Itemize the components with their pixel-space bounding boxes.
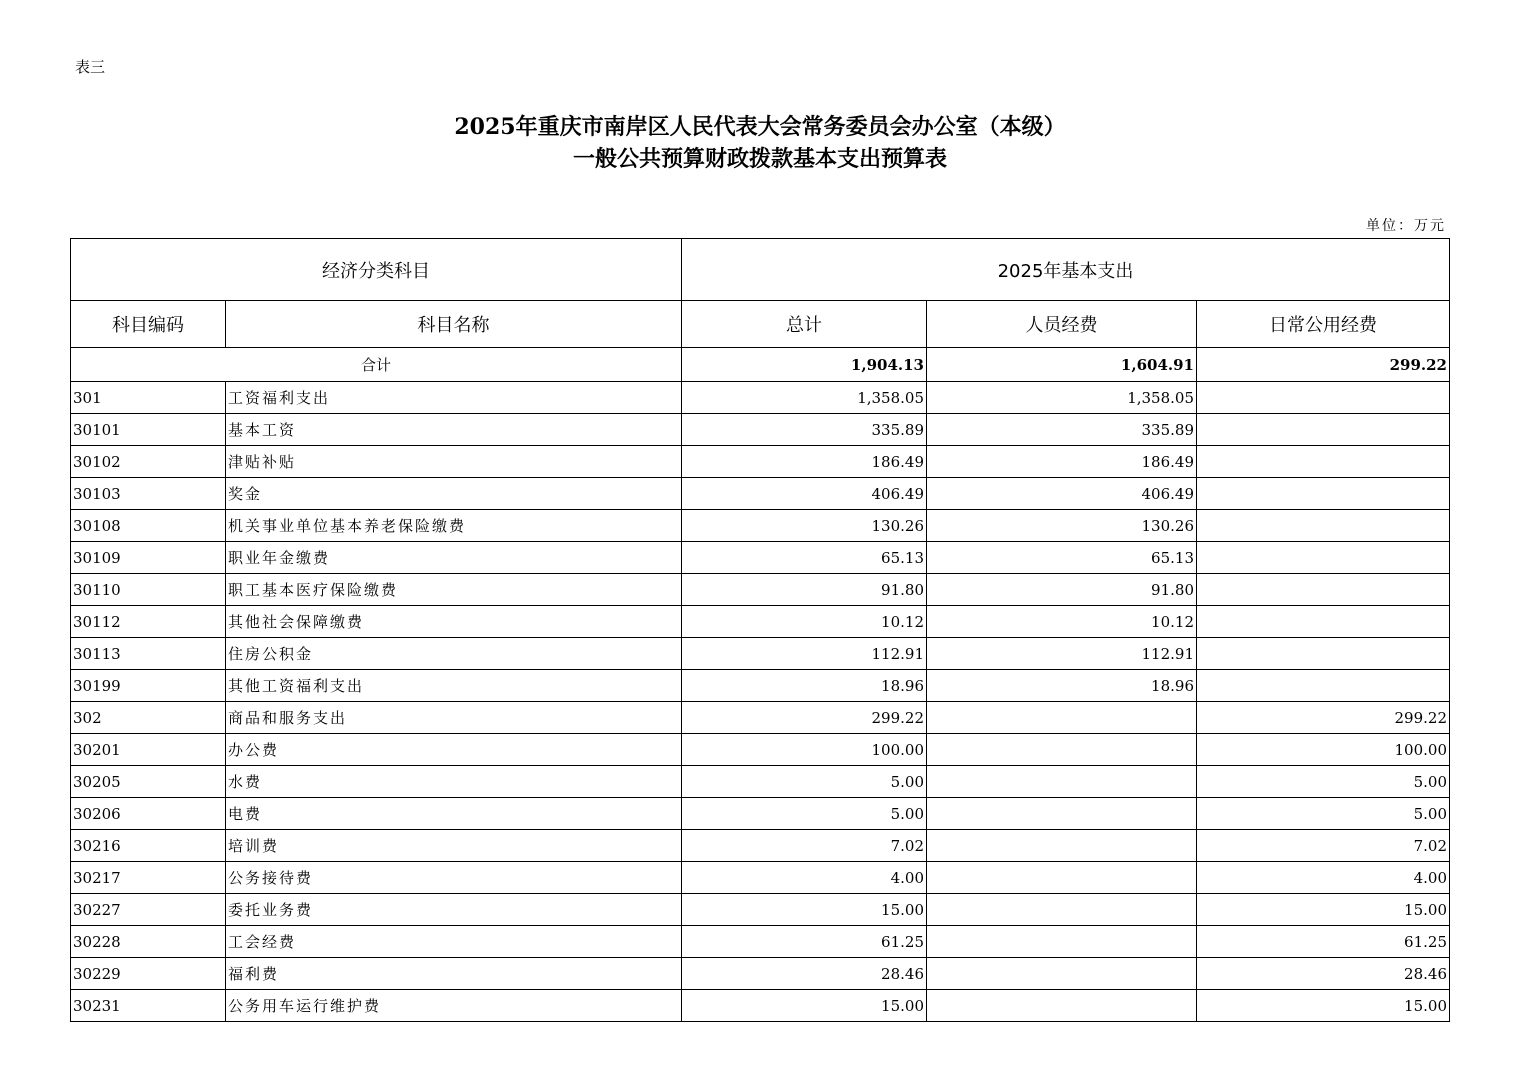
table-row [71,510,1450,542]
cell-public [1197,542,1450,574]
cell-name: 商品和服务支出 [226,702,682,734]
cell-public [1197,638,1450,670]
cell-personnel [927,766,1197,798]
table-row [71,382,1450,414]
cell-personnel [927,926,1197,958]
cell-public [1197,382,1450,414]
table-row [71,766,1450,798]
cell-code: 301 [71,382,226,414]
cell-personnel [927,702,1197,734]
cell-personnel [927,862,1197,894]
cell-name: 工会经费 [226,926,682,958]
cell-total: 18.96 [682,670,927,702]
cell-name: 奖金 [226,478,682,510]
cell-personnel [927,734,1197,766]
cell-name: 其他工资福利支出 [226,670,682,702]
cell-personnel [927,798,1197,830]
header-code: 科目编码 [71,301,226,348]
table-row [71,862,1450,894]
cell-code: 30102 [71,446,226,478]
cell-public: 5.00 [1197,798,1450,830]
cell-name: 工资福利支出 [226,382,682,414]
cell-name: 职业年金缴费 [226,542,682,574]
cell-code: 30108 [71,510,226,542]
cell-total: 15.00 [682,990,927,1022]
cell-total: 335.89 [682,414,927,446]
cell-total: 112.91 [682,638,927,670]
cell-public: 28.46 [1197,958,1450,990]
cell-name: 培训费 [226,830,682,862]
table-row [71,670,1450,702]
cell-code: 30201 [71,734,226,766]
total-public: 299.22 [1197,348,1450,382]
cell-name: 住房公积金 [226,638,682,670]
cell-code: 30109 [71,542,226,574]
cell-personnel: 406.49 [927,478,1197,510]
cell-total: 100.00 [682,734,927,766]
cell-code: 30103 [71,478,226,510]
cell-name: 其他社会保障缴费 [226,606,682,638]
budget-table [70,238,1450,1022]
header-name: 科目名称 [226,301,682,348]
table-row [71,798,1450,830]
cell-name: 电费 [226,798,682,830]
cell-code: 30206 [71,798,226,830]
cell-total: 28.46 [682,958,927,990]
cell-public: 7.02 [1197,830,1450,862]
cell-total: 15.00 [682,894,927,926]
header-row-group [71,239,1450,301]
cell-total: 10.12 [682,606,927,638]
cell-personnel [927,830,1197,862]
total-total: 1,904.13 [682,348,927,382]
total-label: 合计 [71,348,682,382]
header-basic-expenditure: 2025年基本支出 [682,239,1450,301]
cell-total: 7.02 [682,830,927,862]
cell-total: 4.00 [682,862,927,894]
table-row [71,830,1450,862]
cell-public [1197,574,1450,606]
cell-public: 299.22 [1197,702,1450,734]
cell-total: 5.00 [682,766,927,798]
cell-total: 91.80 [682,574,927,606]
table-row [71,414,1450,446]
cell-total: 406.49 [682,478,927,510]
cell-public [1197,478,1450,510]
table-row [71,446,1450,478]
cell-total: 65.13 [682,542,927,574]
table-row [71,542,1450,574]
cell-code: 30199 [71,670,226,702]
cell-public [1197,670,1450,702]
cell-total: 5.00 [682,798,927,830]
table-row [71,734,1450,766]
table-row [71,574,1450,606]
cell-code: 30229 [71,958,226,990]
cell-personnel: 335.89 [927,414,1197,446]
cell-name: 机关事业单位基本养老保险缴费 [226,510,682,542]
cell-public [1197,510,1450,542]
cell-name: 办公费 [226,734,682,766]
cell-name: 公务接待费 [226,862,682,894]
cell-personnel: 10.12 [927,606,1197,638]
total-personnel: 1,604.91 [927,348,1197,382]
total-row [71,348,1450,382]
table-row [71,990,1450,1022]
cell-code: 30101 [71,414,226,446]
cell-total: 61.25 [682,926,927,958]
header-personnel: 人员经费 [927,301,1197,348]
cell-personnel: 65.13 [927,542,1197,574]
cell-public [1197,414,1450,446]
cell-public: 15.00 [1197,990,1450,1022]
cell-personnel: 18.96 [927,670,1197,702]
unit-label: 单位：万元 [1366,218,1446,234]
page-subtitle: 一般公共预算财政拨款基本支出预算表 [572,146,947,172]
cell-code: 30217 [71,862,226,894]
table-label: 表三 [75,58,106,76]
table-row [71,958,1450,990]
header-economic-category: 经济分类科目 [71,239,682,301]
cell-code: 30216 [71,830,226,862]
cell-public: 15.00 [1197,894,1450,926]
cell-personnel [927,894,1197,926]
page-title: 2025年重庆市南岸区人民代表大会常务委员会办公室（本级） [454,114,1066,140]
cell-name: 职工基本医疗保险缴费 [226,574,682,606]
cell-public: 5.00 [1197,766,1450,798]
cell-personnel [927,958,1197,990]
cell-code: 30113 [71,638,226,670]
cell-name: 津贴补贴 [226,446,682,478]
cell-personnel: 1,358.05 [927,382,1197,414]
cell-total: 130.26 [682,510,927,542]
table-row [71,478,1450,510]
table-row [71,926,1450,958]
cell-code: 30205 [71,766,226,798]
cell-name: 福利费 [226,958,682,990]
cell-personnel: 186.49 [927,446,1197,478]
cell-public: 4.00 [1197,862,1450,894]
cell-personnel: 130.26 [927,510,1197,542]
cell-code: 30112 [71,606,226,638]
cell-code: 30227 [71,894,226,926]
table-row [71,894,1450,926]
cell-public [1197,446,1450,478]
cell-code: 30228 [71,926,226,958]
table-row [71,606,1450,638]
table-row [71,638,1450,670]
cell-name: 委托业务费 [226,894,682,926]
cell-public: 100.00 [1197,734,1450,766]
header-public: 日常公用经费 [1197,301,1450,348]
cell-personnel: 91.80 [927,574,1197,606]
cell-total: 1,358.05 [682,382,927,414]
cell-public [1197,606,1450,638]
cell-name: 公务用车运行维护费 [226,990,682,1022]
cell-code: 302 [71,702,226,734]
cell-personnel [927,990,1197,1022]
cell-code: 30110 [71,574,226,606]
table-row [71,702,1450,734]
cell-name: 水费 [226,766,682,798]
cell-code: 30231 [71,990,226,1022]
header-total: 总计 [682,301,927,348]
cell-public: 61.25 [1197,926,1450,958]
header-row-columns [71,301,1450,348]
cell-total: 299.22 [682,702,927,734]
cell-personnel: 112.91 [927,638,1197,670]
cell-name: 基本工资 [226,414,682,446]
cell-total: 186.49 [682,446,927,478]
